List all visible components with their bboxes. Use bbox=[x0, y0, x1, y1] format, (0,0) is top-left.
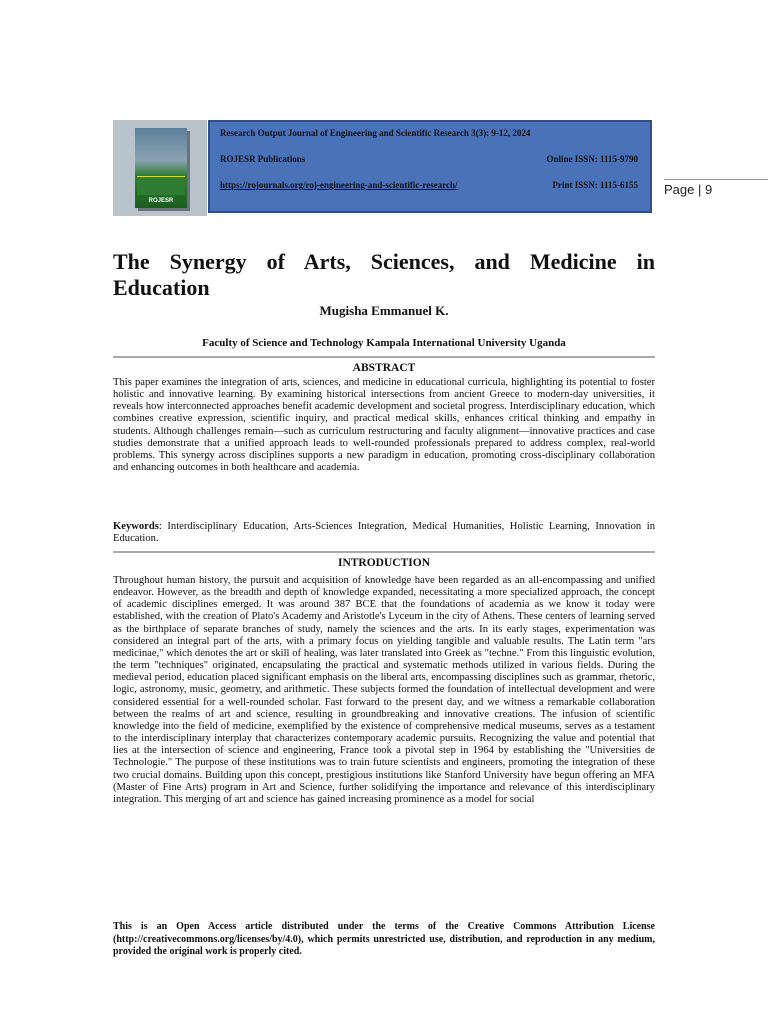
abstract-text: This paper examines the integration of arts, sciences, and medicine in educational curricula, highlighting its potential to foster holistic and innovative learning. By examining historical intersections from ancient Greece to modern-day universities, it reveals how interconnected approaches benefit academic development and societal progress. Interdisciplinary education, which combines creative expression, scientific inquiry, and practical medical skills, enhances critical thinking and empathy in students. Although challenges remain—such as curriculum restructuring and faculty alignment—innovative practices and case studies demonstrate that a unified approach leads to well-rounded professionals prepared to address complex, real-world problems. This synergy across disciplines supports a new paradigm in education, promoting cross-disciplinary collaboration and enhancing outcomes in both healthcare and academia. bbox=[113, 377, 655, 474]
license-notice: This is an Open Access article distributed under the terms of the Creative Commons Attribution License (http://creativecommons.org/licenses/by/4.0), which permits unrestricted use, distribution, and reproduction in any medium, provided the original work is properly cited. bbox=[113, 921, 655, 957]
journal-book-cover bbox=[135, 128, 187, 208]
journal-cover-image bbox=[113, 120, 207, 216]
print-issn: Print ISSN: 1115-6155 bbox=[552, 180, 638, 190]
abstract-heading: ABSTRACT bbox=[352, 362, 416, 374]
online-issn: Online ISSN: 1115-9790 bbox=[546, 154, 638, 164]
introduction-text: Throughout human history, the pursuit and acquisition of knowledge have been regarded as an all-encompassing and unified endeavor. However, as the breadth and depth of knowledge expanded, necessitating a more specialized approach, the concept of academic disciplines emerged. It was around 387 BCE that the foundations of academia as we know it today were established, with the creation of Plato's Academy and Aristotle's Lyceum in the city of Athens. These centers of learning served as the birthplace of separate branches of study, namely the sciences and the arts. In its early stages, experimentation was considered an integral part of the arts, with a primary focus on yielding tangible and valuable results. The Latin term "ars medicinae," which denotes the art or skill of healing, was later translated into Greek as "techne." From this linguistic evolution, the term "techniques" originated, encapsulating the practical and systematic methods utilized in various fields. During the medieval period, education placed significant emphasis on the liberal arts, encompassing disciplines such as grammar, rhetoric, logic, astronomy, music, geometry, and arithmetic. These subjects formed the foundation of intellectual development and were considered essential for a well-rounded scholar. Fast forward to the present day, and we witness a remarkable collaboration between the realms of art and science, resulting in groundbreaking and innovative creations. The infusion of scientific knowledge into the field of medicine, exemplified by the existence of comprehensive medical museums, serves as a testament to the interdisciplinary interplay that characterizes contemporary academic pursuits. Recognizing the value and potential that lies at the intersection of science and engineering, France took a pivotal step in 1964 by establishing the "Universities de Technologie." The purpose of these institutions was to train future scientists and engineers, promoting the integration of these two crucial domains. Building upon this concept, prestigious institutions like Stanford University have begun offering an MFA (Master of Fine Arts) program in Art and Science, further solidifying the importance and relevance of this interdisciplinary integration. This merging of art and science has gained increasing prominence as a model for social bbox=[113, 575, 655, 805]
journal-url-link[interactable]: https://rojournals.org/roj-engineering-and-scientific-research/ bbox=[220, 180, 458, 190]
keywords-label: Keywords bbox=[113, 521, 159, 532]
title-line-1: The Synergy of Arts, Sciences, and Medicine in bbox=[113, 249, 655, 274]
page-separator: | bbox=[698, 182, 702, 197]
journal-info-box bbox=[208, 120, 652, 213]
author-name: Mugisha Emmanuel K. bbox=[319, 303, 449, 318]
cover-band bbox=[137, 176, 185, 195]
cover-brand: ROJESR bbox=[148, 198, 174, 204]
divider-top bbox=[113, 356, 655, 358]
page-number bbox=[664, 179, 768, 197]
author-affiliation: Faculty of Science and Technology Kampala International University Uganda bbox=[202, 337, 566, 349]
page-value: 9 bbox=[705, 182, 713, 197]
keywords bbox=[113, 521, 655, 545]
keywords-list: : Interdisciplinary Education, Arts-Sciences Integration, Medical Humanities, Holistic Learning, Innovation in Education. bbox=[113, 521, 655, 545]
divider-middle bbox=[113, 551, 655, 553]
page-label: Page bbox=[664, 182, 695, 197]
publisher-name: ROJESR Publications bbox=[220, 154, 306, 164]
title-line-2: Education bbox=[113, 275, 210, 300]
journal-citation: Research Output Journal of Engineering and Scientific Research 3(3): 9-12, 2024 bbox=[220, 128, 531, 138]
introduction-heading: INTRODUCTION bbox=[337, 557, 430, 569]
article-title bbox=[113, 249, 655, 301]
